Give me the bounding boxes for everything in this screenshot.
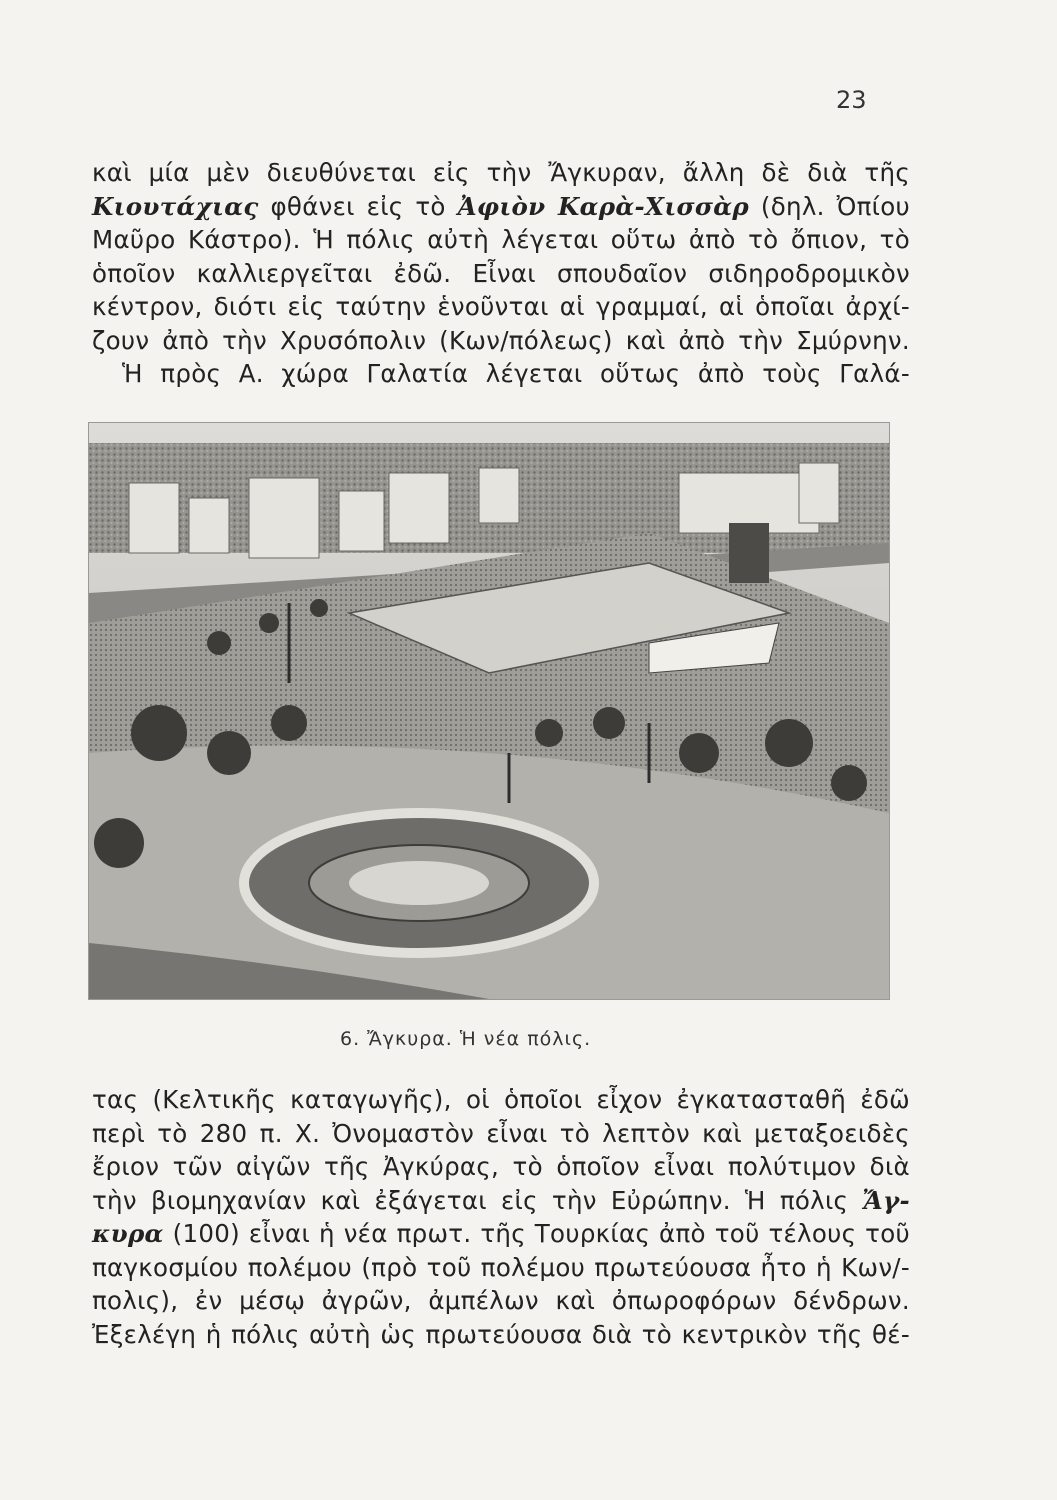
- text-run: (δηλ. Ὀπίου: [748, 191, 910, 221]
- page-number: 23: [836, 86, 867, 114]
- text-line: Μαῦρο Κάστρο). Ἡ πόλις αὐτὴ λέγεται οὕτω ἀπὸ τὸ ὄπιον, τὸ: [92, 225, 910, 254]
- photo-illustration: [89, 423, 889, 999]
- text-run: φθάνει εἰς τὸ: [258, 191, 458, 221]
- city-photograph: [88, 422, 890, 1000]
- text-line: κέντρον, διότι εἰς ταύτην ἑνοῦνται αἱ γραμμαί, αἱ ὁποῖαι ἀρχί-: [92, 292, 910, 321]
- text-line: ὁποῖον καλλιεργεῖται ἐδῶ. Εἶναι σπουδαῖον σιδηροδρομικὸν: [92, 258, 910, 288]
- bold-place-name: Ἀφιὸν Καρὰ-Χισσὰρ: [457, 191, 749, 221]
- text-line: [92, 190, 910, 224]
- text-line: καὶ μία μὲν διευθύνεται εἰς τὴν Ἄγκυραν, ἄλλη δὲ διὰ τῆς: [92, 158, 910, 187]
- figure-caption: 6. Ἄγκυρα. Ἡ νέα πόλις.: [340, 1028, 592, 1050]
- text-line: περὶ τὸ 280 π. Χ. Ὀνομαστὸν εἶναι τὸ λεπτὸν καὶ μεταξοειδὲς: [92, 1118, 910, 1148]
- paragraph-top: [92, 156, 910, 391]
- text-line: Ἡ πρὸς Α. χώρα Γαλατία λέγεται οὕτως ἀπὸ τοὺς Γαλά-: [122, 359, 910, 388]
- bold-place-name: κυρα: [92, 1219, 164, 1248]
- bold-place-name: Ἄγ-: [862, 1185, 910, 1215]
- text-line: [92, 1184, 910, 1218]
- paragraph-bottom: [92, 1083, 910, 1351]
- bold-place-name: Κιουτάχιας: [92, 191, 259, 221]
- text-line: τας (Κελτικῆς καταγωγῆς), οἱ ὁποῖοι εἶχον ἐγκατασταθῆ ἐδῶ: [92, 1085, 910, 1114]
- text-run: τὴν βιομηχανίαν καὶ ἐξάγεται εἰς τὴν Εὐρώπην. Ἡ πόλις: [92, 1185, 863, 1215]
- text-line: πολις), ἐν μέσῳ ἀγρῶν, ἀμπέλων καὶ ὀπωροφόρων δένδρων.: [92, 1286, 910, 1315]
- text-line: [92, 1217, 910, 1251]
- text-line: παγκοσμίου πολέμου (πρὸ τοῦ πολέμου πρωτεύουσα ἦτο ἡ Κων/-: [92, 1252, 910, 1282]
- text-run: (100) εἶναι ἡ νέα πρωτ. τῆς Τουρκίας ἀπὸ τοῦ τέλους τοῦ: [163, 1219, 910, 1248]
- text-line: ζουν ἀπὸ τὴν Χρυσόπολιν (Κων/πόλεως) καὶ ἀπὸ τὴν Σμύρνην.: [92, 325, 910, 355]
- text-line: ἔριον τῶν αἰγῶν τῆς Ἀγκύρας, τὸ ὁποῖον εἶναι πολύτιμον διὰ: [92, 1152, 910, 1181]
- text-line: Ἐξελέγη ἡ πόλις αὐτὴ ὡς πρωτεύουσα διὰ τὸ κεντρικὸν τῆς θέ-: [92, 1319, 910, 1349]
